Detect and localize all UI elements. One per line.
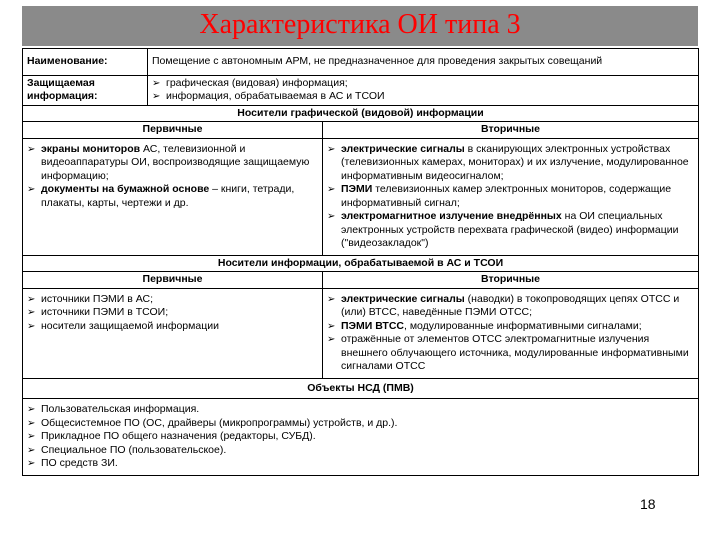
section3-cell	[23, 399, 699, 476]
section1-primary-label: Первичные	[23, 122, 323, 139]
section3-content-row	[23, 399, 699, 476]
section1-header: Носители графической (видовой) информации	[23, 105, 699, 122]
arrowhead-bullet-icon: ➢	[327, 334, 336, 345]
arrowhead-bullet-icon: ➢	[27, 143, 36, 155]
arrowhead-bullet-icon: ➢	[327, 184, 336, 195]
list-item: ➢ носители защищаемой информации	[27, 319, 219, 332]
list-item: ➢ источники ПЭМИ в ТСОИ;	[27, 306, 169, 318]
arrowhead-bullet-icon: ➢	[27, 320, 36, 332]
arrowhead-bullet-icon: ➢	[327, 143, 336, 155]
characteristics-table	[22, 48, 699, 476]
section2-secondary-list	[327, 293, 694, 374]
protected-value	[148, 75, 699, 105]
section2-subheader-row	[23, 272, 699, 289]
section1-primary-list	[27, 143, 318, 211]
list-item: ➢ Общесистемное ПО (ОС, драйверы (микропрограммы) устройств, и др.).	[27, 416, 398, 429]
protected-label: Защищаемая информация:	[23, 75, 148, 105]
arrowhead-bullet-icon: ➢	[27, 458, 36, 469]
arrowhead-bullet-icon: ➢	[327, 293, 336, 305]
section1-content-row	[23, 138, 699, 255]
arrowhead-bullet-icon: ➢	[27, 184, 36, 195]
arrowhead-bullet-icon: ➢	[27, 417, 36, 429]
arrowhead-bullet-icon: ➢	[152, 77, 161, 89]
section3-list	[27, 403, 694, 471]
section2-secondary-label: Вторичные	[323, 272, 699, 289]
arrowhead-bullet-icon: ➢	[27, 293, 36, 305]
section1-secondary-cell	[323, 138, 699, 255]
section2-secondary-cell	[323, 288, 699, 378]
section2-primary-list	[27, 293, 318, 334]
name-row	[23, 49, 699, 76]
list-item: ➢ ПО средств ЗИ.	[27, 457, 118, 469]
list-item: ➢ информация, обрабатываемая в АС и ТСОИ	[152, 90, 385, 102]
arrowhead-bullet-icon: ➢	[27, 307, 36, 318]
page-number: 18	[640, 496, 656, 512]
section3-header: Объекты НСД (ПМВ)	[23, 378, 699, 399]
arrowhead-bullet-icon: ➢	[27, 431, 36, 442]
list-item: ➢ отражённые от элементов ОТСС электромагнитные излучения внешнего облучающего источника, модулированные информативными сигналами ОТСС	[327, 333, 689, 372]
list-item: ➢ электрические сигналы в сканирующих электронных устройствах (телевизионных камерах, мониторах) и их излучение, модулированное информативным видеосигналом;	[327, 142, 689, 182]
list-item: ➢ источники ПЭМИ в АС;	[27, 292, 153, 305]
arrowhead-bullet-icon: ➢	[327, 320, 336, 332]
list-item: ➢ электрические сигналы (наводки) в токопроводящих цепях ОТСС и (или) ВТСС, наведённые ПЭМИ ОТСС;	[327, 292, 680, 318]
list-item: ➢ ПЭМИ телевизионных камер электронных мониторов, содержащие информативный сигнал;	[327, 183, 672, 209]
section2-primary-cell	[23, 288, 323, 378]
arrowhead-bullet-icon: ➢	[27, 444, 36, 456]
list-item: ➢ графическая (видовая) информация;	[152, 76, 348, 89]
name-value: Помещение с автономным АРМ, не предназначенное для проведения закрытых совещаний	[148, 49, 699, 76]
arrowhead-bullet-icon: ➢	[152, 91, 161, 102]
section1-subheader-row	[23, 122, 699, 139]
list-item: ➢ Пользовательская информация.	[27, 403, 200, 415]
section1-header-row	[23, 105, 699, 122]
name-label: Наименование:	[23, 49, 148, 76]
slide-title: Характеристика ОИ типа 3	[199, 9, 521, 40]
list-item: ➢ экраны мониторов АС, телевизионной и видеоаппаратуры ОИ, воспроизводящие защищаемую информацию;	[27, 142, 310, 182]
list-item: ➢ Прикладное ПО общего назначения (редакторы, СУБД).	[27, 430, 316, 442]
section1-primary-cell	[23, 138, 323, 255]
arrowhead-bullet-icon: ➢	[27, 404, 36, 415]
section2-primary-label: Первичные	[23, 272, 323, 289]
list-item: ➢ Специальное ПО (пользовательское).	[27, 443, 227, 456]
list-item: ➢ документы на бумажной основе – книги, тетради, плакаты, карты, чертежи и др.	[27, 183, 295, 209]
list-item: ➢ электромагнитное излучение внедрённых на ОИ специальных электронных устройств перехвата графической (видео) информации ("видеозакладок")	[327, 210, 679, 249]
section2-header: Носители информации, обрабатываемой в АС и ТСОИ	[23, 255, 699, 272]
arrowhead-bullet-icon: ➢	[327, 211, 336, 222]
section2-content-row	[23, 288, 699, 378]
section3-header-row	[23, 378, 699, 399]
list-item: ➢ ПЭМИ ВТСС, модулированные информативными сигналами;	[327, 319, 642, 332]
section2-header-row	[23, 255, 699, 272]
protected-list	[152, 77, 694, 104]
section1-secondary-list	[327, 143, 694, 251]
protected-row	[23, 75, 699, 105]
section1-secondary-label: Вторичные	[323, 122, 699, 139]
